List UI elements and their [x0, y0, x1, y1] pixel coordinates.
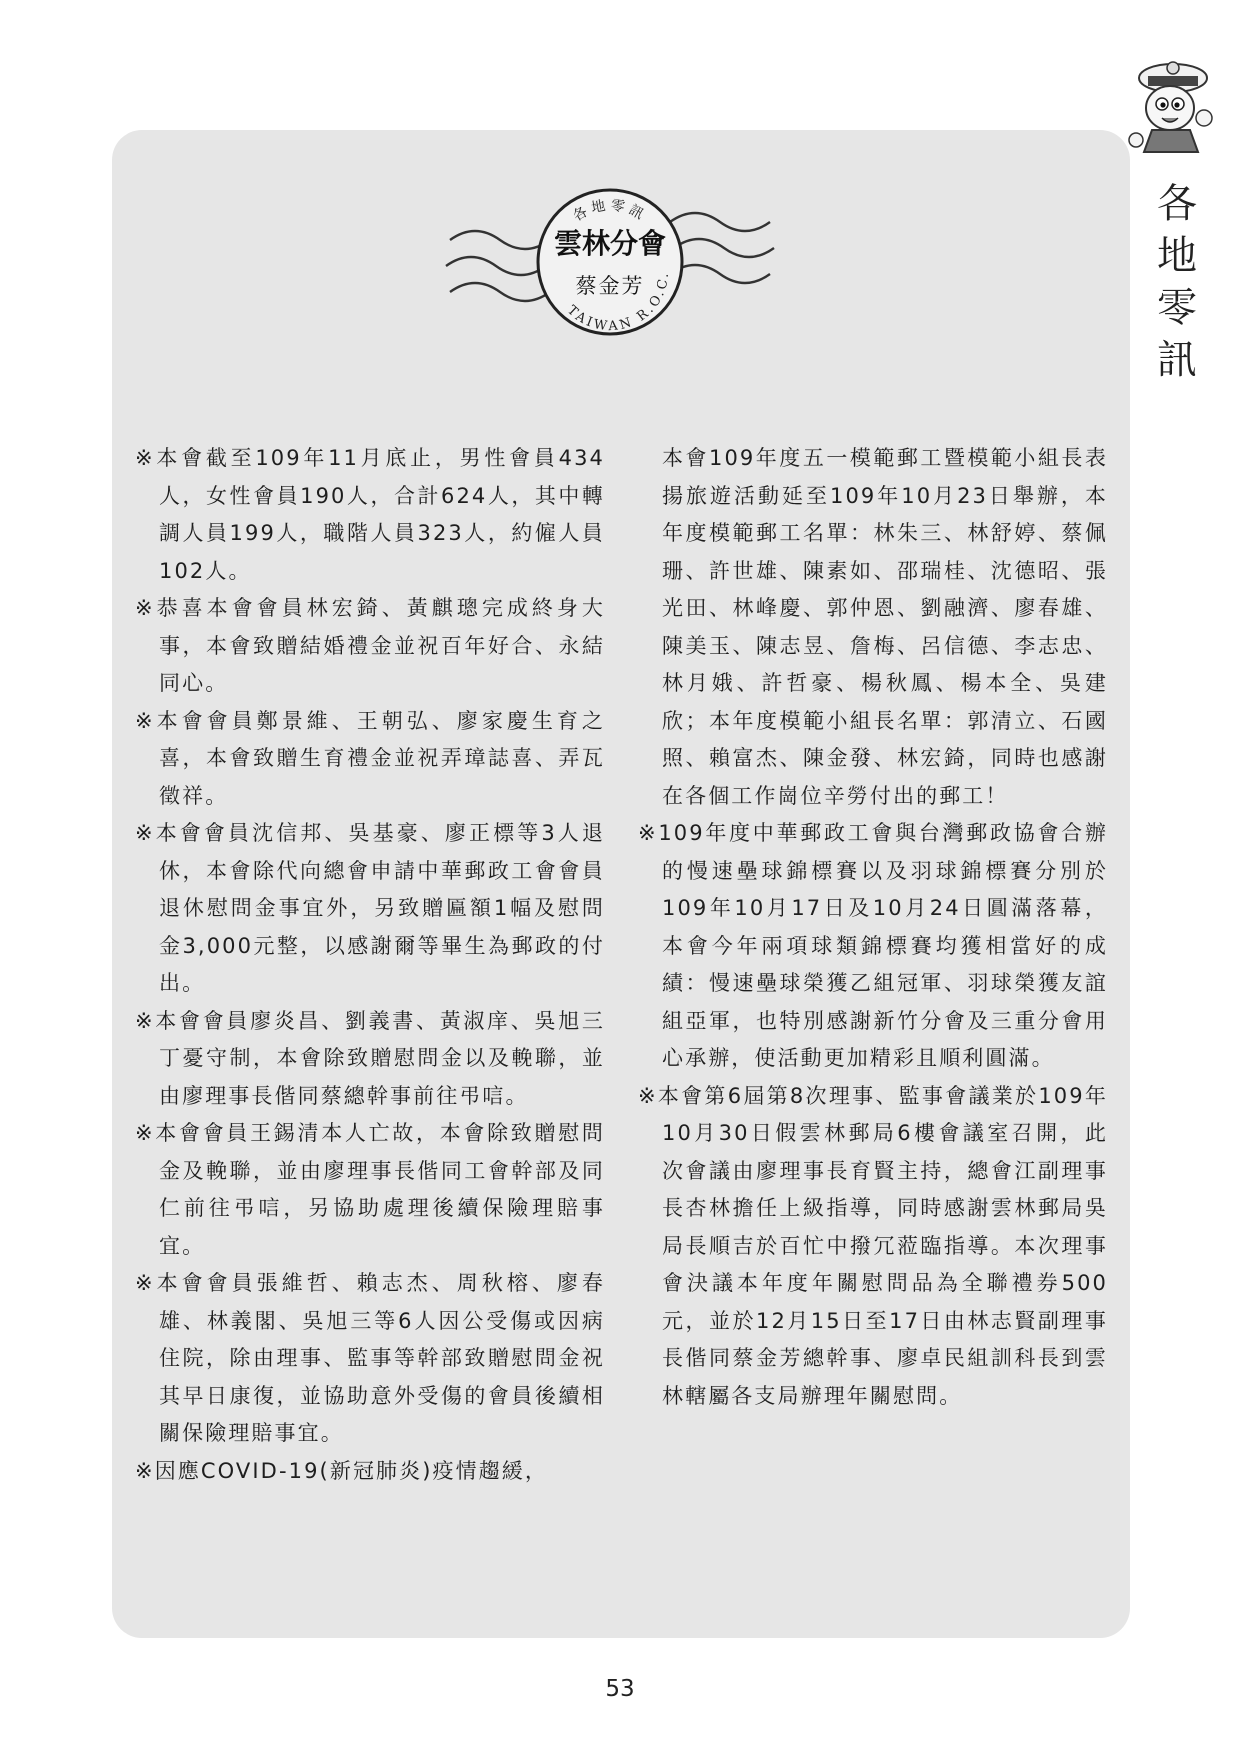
stamp-title: 雲林分會: [553, 227, 666, 260]
news-item: ※本會會員王錫清本人亡故，本會除致贈慰問金及輓聯，並由廖理事長偕同工會幹部及同仁前往弔唁，另協助處理後續保險理賠事宜。: [135, 1121, 606, 1258]
mascot-illustration: [1118, 48, 1228, 158]
news-item: ※本會會員張維哲、賴志杰、周秋榕、廖春雄、林義閣、吳旭三等6人因公受傷或因病住院，除由理事、監事等幹部致贈慰問金祝其早日康復，並協助意外受傷的會員後續相關保險理賠事宜。: [135, 1271, 605, 1445]
section-title: [1128, 178, 1228, 386]
stamp-bottom-text: TAIWAN R.O.C.: [564, 270, 673, 335]
news-item: ※本會第6屆第8次理事、監事會議業於109年10月30日假雲林郵局6樓會議室召開，此次會議由廖理事長育賢主持，總會江副理事長杏林擔任上級指導，同時感謝雲林郵局吳局長順吉於百忙中撥冗蒞臨指導。本次理事會決議本年度年關慰問品為全聯禮券500元，並於12月15日至17日由林志賢副理事長偕同蔡金芳總幹事、廖卓民組訓科長到雲林轄屬各支局辦理年關慰問。: [638, 1083, 1108, 1408]
postmark-stamp: [440, 170, 780, 350]
news-item: ※109年度中華郵政工會與台灣郵政協會合辦的慢速壘球錦標賽以及羽球錦標賽分別於109年10月17日及10月24日圓滿落幕，本會今年兩項球類錦標賽均獲相當好的成績：慢速壘球榮獲乙組冠軍、羽球榮獲友誼組亞軍，也特別感謝新竹分會及三重分會用心承辦，使活動更加精彩且順利圓滿。: [638, 821, 1108, 1070]
section-title-char: 各: [1157, 181, 1199, 227]
section-title-char: 訊: [1157, 337, 1199, 383]
news-item: ※本會會員廖炎昌、劉義書、黃淑庠、吳旭三丁憂守制，本會除致贈慰問金以及輓聯，並由廖理事長偕同蔡總幹事前往弔唁。: [135, 1008, 606, 1108]
news-item: ※本會會員沈信邦、吳基豪、廖正標等3人退休，本會除代向總會申請中華郵政工會會員退休慰問金事宜外，另致贈匾額1幅及慰問金3,000元整，以感謝爾等畢生為郵政的付出。: [135, 821, 605, 995]
right-text-column: [638, 440, 1108, 1415]
news-item: ※因應COVID-19(新冠肺炎)疫情趨緩，: [135, 1458, 549, 1483]
news-item: ※本會會員鄭景維、王朝弘、廖家慶生育之喜，本會致贈生育禮金並祝弄璋誌喜、弄瓦徵祥。: [135, 708, 605, 808]
news-item: ※恭喜本會會員林宏錡、黃麒璁完成終身大事，本會致贈結婚禮金並祝百年好合、永結同心。: [135, 596, 605, 695]
stamp-top-text: 各地零訊: [570, 197, 650, 225]
section-title-char: 地: [1157, 233, 1199, 279]
page-number: 53: [605, 1676, 635, 1702]
stamp-author-name: 蔡金芳: [575, 274, 645, 298]
news-item-continuation: 本會109年度五一模範郵工暨模範小組長表揚旅遊活動延至109年10月23日舉辦，本年度模範郵工名單：林朱三、林舒婷、蔡佩珊、許世雄、陳素如、邵瑞桂、沈德昭、張光田、林峰慶、郭仲恩、劉融濟、廖春雄、陳美玉、陳志昱、詹梅、呂信德、李志忠、林月娥、許哲豪、楊秋鳳、楊本全、吳建欣；本年度模範小組長名單：郭清立、石國照、賴富杰、陳金發、林宏錡，同時也感謝在各個工作崗位辛勞付出的郵工！: [662, 446, 1108, 808]
left-text-column: [135, 440, 605, 1490]
news-item: ※本會截至109年11月底止，男性會員434人，女性會員190人，合計624人，其中轉調人員199人，職階人員323人，約僱人員102人。: [135, 446, 605, 583]
section-title-char: 零: [1157, 285, 1199, 331]
